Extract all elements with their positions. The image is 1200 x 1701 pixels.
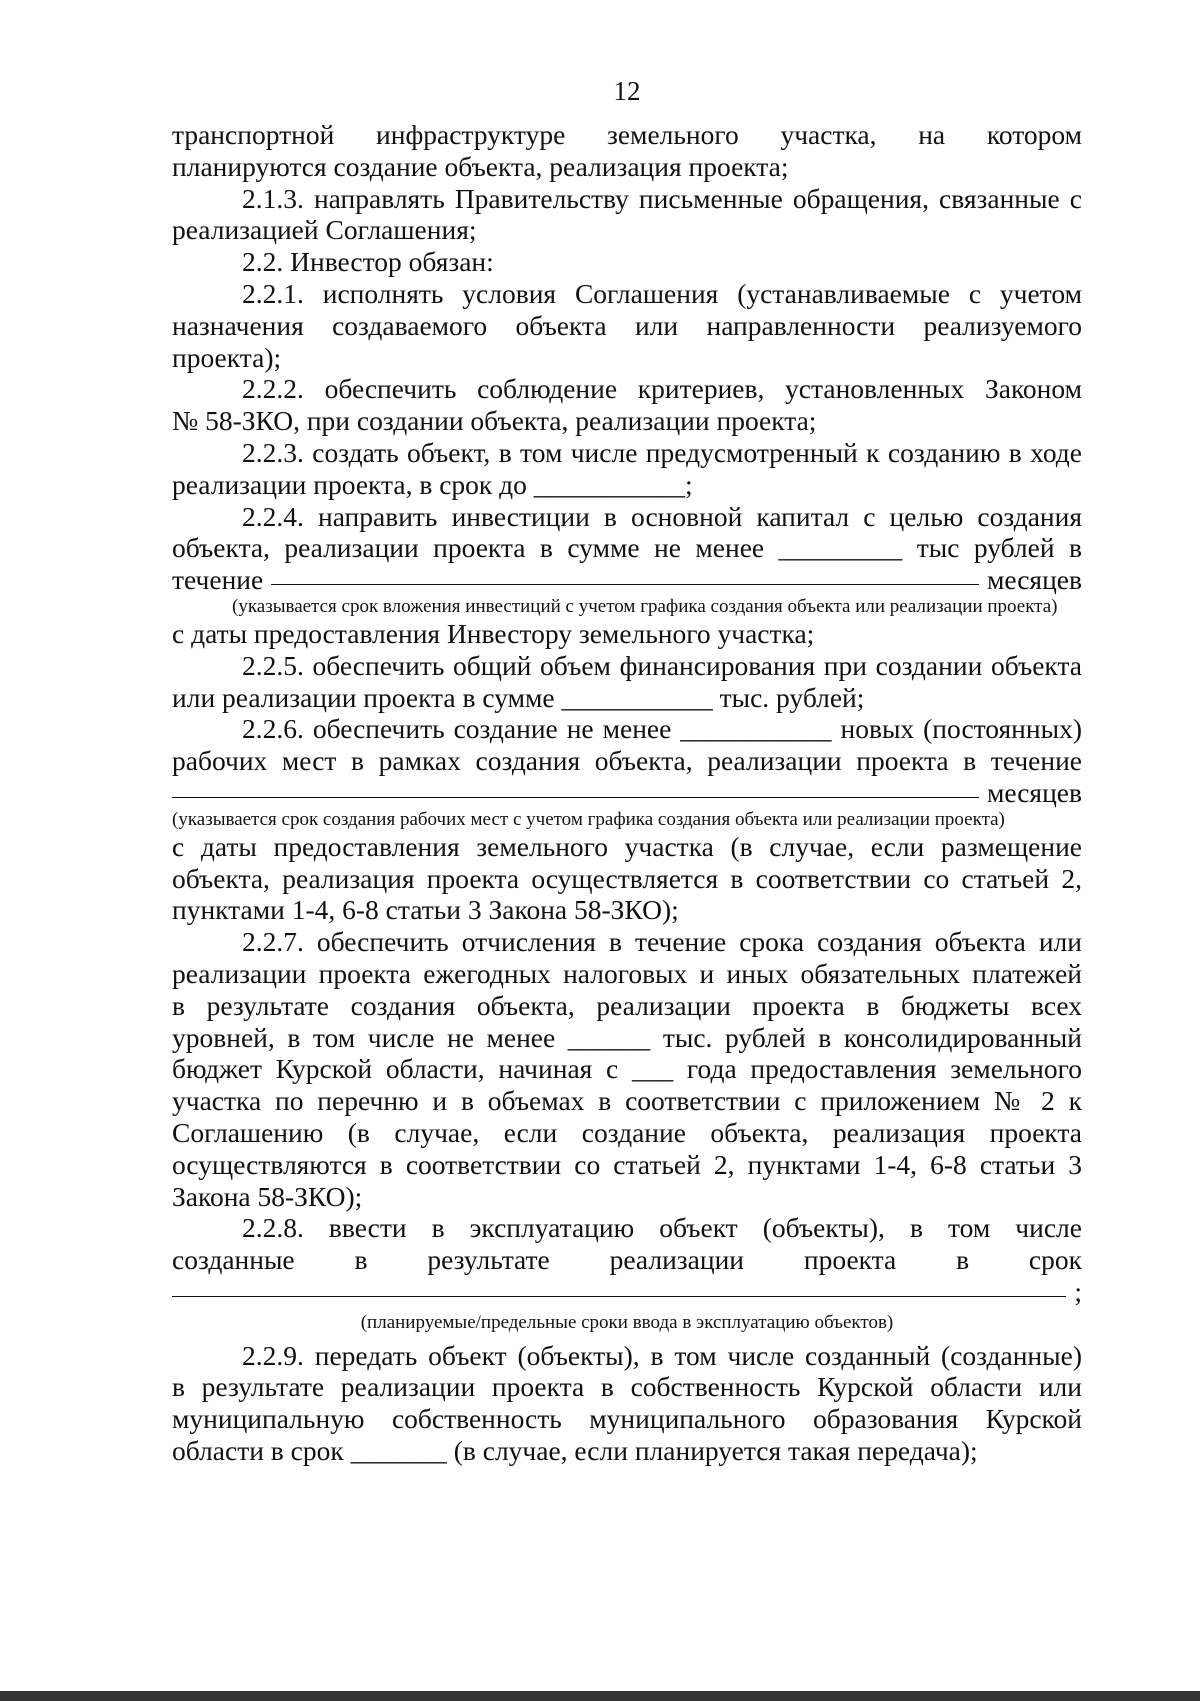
p12-line3: муниципальную собственность муниципального образования Курской <box>172 1403 1082 1435</box>
p10-line2: реализации проекта ежегодных налоговых и иных обязательных платежей <box>172 957 1082 989</box>
p11-line2: созданные в результате реализации проекта в срок <box>172 1244 1082 1276</box>
p5-line2: № 58-ЗКО, при создании объекта, реализации проекта; <box>172 405 817 437</box>
p7-line2: объекта, реализации проекта в сумме не менее _________ тыс рублей в <box>172 532 1082 564</box>
p5-line1: 2.2.2. обеспечить соблюдение критериев, установленных Законом <box>242 373 1082 405</box>
p10-line7: Соглашению (в случае, если создание объекта, реализация проекта <box>172 1116 1082 1148</box>
p7-line1: 2.2.4. направить инвестиции в основной капитал с целью создания <box>242 500 1082 532</box>
p9-line3 <box>172 777 1082 809</box>
p7-line3 <box>172 564 1082 596</box>
p1-line2: планируются создание объекта, реализация проекта; <box>172 150 789 182</box>
p10-line1: 2.2.7. обеспечить отчисления в течение срока создания объекта или <box>242 926 1082 958</box>
p4-line1: 2.2.1. исполнять условия Соглашения (устанавливаемые с учетом <box>242 277 1082 309</box>
p10-line4: уровней, в том числе не менее ______ тыс. рублей в консолидированный <box>172 1021 1082 1053</box>
p1-line1: транспортной инфраструктуре земельного участка, на котором <box>172 119 1082 150</box>
p11-line3-right: ; <box>1074 1275 1082 1307</box>
p8-line1: 2.2.5. обеспечить общий объем финансирования при создании объекта <box>242 649 1082 681</box>
p3-line1: 2.2. Инвестор обязан: <box>242 246 494 278</box>
p6-line2: реализации проекта, в срок до ___________; <box>172 468 693 500</box>
p11-note: (планируемые/предельные сроки ввода в эксплуатацию объектов) <box>360 1311 894 1333</box>
p4-line2: назначения создаваемого объекта или направленности реализуемого <box>172 309 1082 341</box>
scan-edge <box>0 1691 1200 1701</box>
p9-line1: 2.2.6. обеспечить создание не менее ___________ новых (постоянных) <box>242 713 1082 745</box>
p7-line4: с даты предоставления Инвестору земельного участка; <box>172 617 815 649</box>
blank-line <box>172 1296 1066 1297</box>
blank-line <box>172 797 979 798</box>
p2-line1: 2.1.3. направлять Правительству письменные обращения, связанные с <box>242 182 1082 214</box>
blank-line <box>271 584 979 585</box>
page-number: 12 <box>613 76 641 106</box>
p7-note: (указывается срок вложения инвестиций с учетом графика создания объекта или реализации проекта) <box>232 595 1058 617</box>
p12-line4: области в срок _______ (в случае, если планируется такая передача); <box>172 1435 978 1467</box>
p9-line2: рабочих мест в рамках создания объекта, реализации проекта в течение <box>172 745 1082 777</box>
p10-line5: бюджет Курской области, начиная с ___ года предоставления земельного <box>172 1053 1082 1085</box>
p10-line9: Закона 58-ЗКО); <box>172 1180 363 1212</box>
p9-line3-right: месяцев <box>986 776 1082 808</box>
p10-line8: осуществляются в соответствии со статьей 2, пунктами 1-4, 6-8 статьи 3 <box>172 1148 1082 1180</box>
p9-line4: с даты предоставления земельного участка (в случае, если размещение <box>172 830 1082 862</box>
p9-line5: объекта, реализация проекта осуществляется в соответствии со статьей 2, <box>172 862 1082 894</box>
p11-line3 <box>172 1276 1082 1308</box>
p6-line1: 2.2.3. создать объект, в том числе предусмотренный к созданию в ходе <box>242 436 1082 468</box>
p11-line1: 2.2.8. ввести в эксплуатацию объект (объекты), в том числе <box>242 1212 1082 1244</box>
p10-line3: в результате создания объекта, реализации проекта в бюджеты всех <box>172 989 1082 1021</box>
p7-line3-right: месяцев <box>986 564 1082 596</box>
p2-line2: реализацией Соглашения; <box>172 214 477 246</box>
p9-line6: пунктами 1-4, 6-8 статьи 3 Закона 58-ЗКО); <box>172 894 679 926</box>
p4-line3: проекта); <box>172 341 282 373</box>
p7-line3-left: течение <box>172 564 264 596</box>
p8-line2: или реализации проекта в сумме ___________ тыс. рублей; <box>172 681 865 713</box>
p10-line6: участка по перечню и в объемах в соответствии с приложением № 2 к <box>172 1085 1082 1117</box>
p12-line1: 2.2.9. передать объект (объекты), в том числе созданный (созданные) <box>242 1339 1082 1371</box>
p9-note: (указывается срок создания рабочих мест с учетом графика создания объекта или реализации проекта) <box>172 808 1005 830</box>
p12-line2: в результате реализации проекта в собственность Курской области или <box>172 1371 1082 1403</box>
